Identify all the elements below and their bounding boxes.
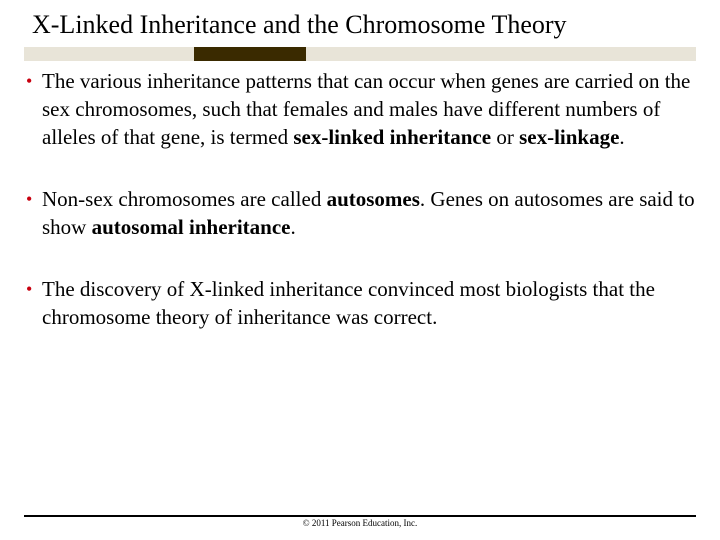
- bold-term: sex-linkage: [519, 125, 620, 149]
- bullet-item: [24, 275, 704, 331]
- bullet-dot-icon: •: [26, 71, 33, 91]
- bullet-list: [24, 67, 704, 331]
- bullet-text: Non-sex chromosomes are called: [42, 187, 327, 211]
- bullet-text: . Genes on autosomes are said to show: [42, 187, 695, 239]
- bold-term: autosomal inheritance: [91, 215, 291, 239]
- bold-term: autosomes: [326, 187, 420, 211]
- bullet-dot-icon: •: [26, 279, 33, 299]
- copyright-footer: © 2011 Pearson Education, Inc.: [302, 518, 418, 528]
- bullet-dot-icon: •: [26, 189, 33, 209]
- bold-term: sex-linked inheritance: [293, 125, 492, 149]
- bullet-text: .: [619, 125, 625, 149]
- title-underline-bar: [24, 47, 696, 61]
- bullet-text: .: [290, 215, 296, 239]
- bullet-text: The discovery of X-linked inheritance convinced most biologists that the chromosome theory of inheritance was correct.: [42, 277, 655, 329]
- bullet-item: [24, 185, 704, 241]
- slide-title: X-Linked Inheritance and the Chromosome Theory: [32, 10, 567, 39]
- footer-divider: [24, 515, 696, 517]
- bullet-item: [24, 67, 704, 151]
- bullet-text: The various inheritance patterns that can occur when genes are carried on the sex chromosomes, such that females and males have different numbers of alleles of that gene, is termed: [42, 69, 691, 149]
- title-accent-bar: [194, 47, 306, 61]
- bullet-text: or: [491, 125, 520, 149]
